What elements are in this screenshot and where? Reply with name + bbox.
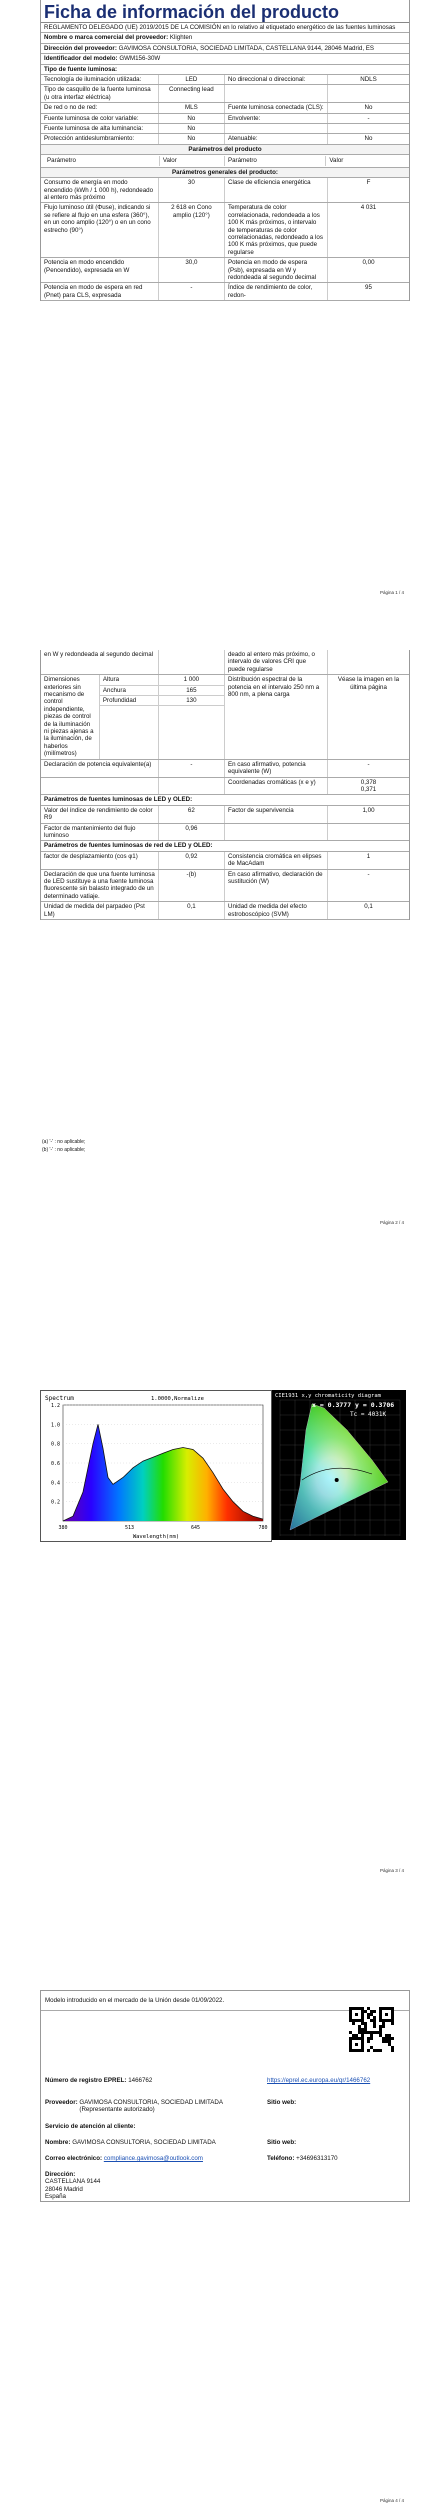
spectrum-y-tick: 0.4 — [50, 1480, 60, 1487]
general-cell: Potencia en modo encendido (Pencendido), expresada en W — [41, 258, 159, 282]
net-cell: 0,92 — [159, 852, 225, 869]
dimension-values — [159, 675, 225, 758]
type-cell: Atenuable: — [225, 134, 328, 143]
email-link[interactable]: compliance.gavimosa@outlook.com — [103, 2155, 203, 2162]
net-cell: Declaración de que una fuente luminosa de LED sustituye a una fuente luminosa fluorescente sin balasto integrado de un determinado vatiaje. — [41, 870, 159, 902]
general-cell: Consumo de energía en modo encendido (kWh / 1 000 h), redondeado al entero más próximo — [41, 178, 159, 202]
net-cell: En caso afirmativo, declaración de sustitución (W) — [225, 870, 328, 902]
general-cell: 0,00 — [362, 259, 375, 267]
led-cell — [328, 824, 409, 841]
general-cell: Índice de rendimiento de color, redon- — [225, 283, 328, 300]
continued-table — [41, 650, 409, 675]
spectrum-chart — [41, 1391, 271, 1541]
equivalence-table — [41, 760, 409, 796]
continued-cell: deado al entero más próximo, o intervalo de valores CRI que puede regularse — [225, 650, 328, 674]
type-row — [41, 75, 409, 85]
net-row — [41, 870, 409, 903]
intro-row: Modelo introducido en el mercado de la Unión desde 01/09/2022. — [41, 1991, 409, 2011]
general-cell: Temperatura de color correlacionada, redondeada a los 100 K más próximos, o intervalo de temperaturas de color correlacionadas, redondeado a los 100 K más próximos, que puede regularse — [225, 203, 328, 257]
qr-module — [391, 2049, 394, 2052]
type-cell: Envolvente: — [225, 114, 328, 123]
type-cell: Fuente luminosa de alta luminancia: — [41, 124, 159, 133]
equivalence-cell — [41, 778, 159, 795]
cie-tc: Tc = 4031K — [350, 1411, 387, 1418]
type-cell — [225, 85, 328, 102]
spectrum-x-tick: 780 — [258, 1525, 268, 1531]
net-cell: 0,1 — [159, 902, 225, 919]
general-cell: - — [159, 283, 225, 300]
cie-chart-frame — [272, 1390, 406, 1540]
led-cell: 1,00 — [362, 806, 375, 814]
type-cell: MLS — [159, 103, 225, 112]
type-row — [41, 134, 409, 144]
service-name-row: Nombre: GAVIMOSA CONSULTORIA, SOCIEDAD LIMITADA Sitio web: — [45, 2139, 297, 2146]
net-cell: factor de desplazamiento (cos φ1) — [41, 852, 159, 869]
param-columns: Parámetro Valor Parámetro Valor — [41, 155, 409, 167]
type-cell — [225, 124, 328, 133]
general-row — [41, 203, 409, 258]
general-cell: Potencia en modo de espera (Psb), expresada en W y redondeada al segundo decimal — [225, 258, 328, 282]
net-cell: - — [367, 870, 370, 878]
spectral-label: Distribución espectral de la potencia en el intervalo 250 nm a 800 nm, a plena carga — [225, 675, 328, 758]
type-cell: - — [367, 114, 370, 122]
net-header: Parámetros de fuentes luminosas de red de LED y OLED: — [41, 841, 409, 851]
net-cell: Consistencia cromática en elipses de MacAdam — [225, 852, 328, 869]
spectrum-y-ticks — [51, 1403, 60, 1506]
net-cell: Unidad de medida del parpadeo (Pst LM) — [41, 902, 159, 919]
contact-row: Correo electrónico: compliance.gavimosa@outlook.com Teléfono: +34696313170 — [45, 2155, 338, 2162]
type-cell: No — [364, 135, 373, 143]
equivalence-row — [41, 760, 409, 778]
dimension-name: Altura — [100, 675, 158, 685]
page-1 — [0, 0, 444, 610]
footnotes: (a) '-' : no aplicable; (b) '-' : no aplicable; — [42, 1139, 86, 1153]
equivalence-row — [41, 778, 409, 796]
general-row — [41, 283, 409, 301]
eprel-row: Número de registro EPREL: 1466762 https://eprel.ec.europa.eu/qr/1466762 — [45, 2077, 371, 2084]
cie-title: CIE1931 x,y chromaticity diagram — [275, 1393, 381, 1399]
led-cell: Factor de supervivencia — [225, 806, 328, 823]
service-address: Dirección: CASTELLANA 9144 28046 Madrid España — [45, 2171, 101, 2201]
general-row — [41, 258, 409, 283]
spectrum-y-tick: 0.6 — [50, 1461, 60, 1467]
spectrum-x-ticks — [58, 1525, 267, 1531]
qr-code-icon[interactable] — [349, 2007, 394, 2052]
page-number: Página 2 / 4 — [379, 1220, 404, 1225]
led-cell: 0,96 — [159, 824, 225, 841]
net-table — [41, 852, 409, 920]
page-4-sheet — [40, 1990, 410, 2202]
equivalence-cell: Coordenadas cromáticas (x e y) — [225, 778, 328, 795]
params-header: Parámetros del producto — [41, 145, 409, 155]
cie-point — [335, 1478, 339, 1482]
led-header: Parámetros de fuentes luminosas de LED y OLED: — [41, 795, 409, 805]
dimension-names — [100, 675, 159, 758]
cie-chart — [272, 1390, 406, 1540]
general-cell: Potencia en modo de espera en red (Pnet) para CLS, expresada — [41, 283, 159, 300]
type-cell — [328, 85, 409, 102]
type-row — [41, 85, 409, 103]
equivalence-cell: - — [159, 760, 225, 777]
dimension-value: 1 000 — [159, 675, 224, 685]
spectrum-chart-frame — [40, 1390, 272, 1542]
spectrum-title: Spectrum — [45, 1395, 74, 1402]
spectrum-x-tick: 513 — [124, 1525, 135, 1531]
page-1-sheet — [40, 0, 410, 301]
page-number: Página 1 / 4 — [379, 590, 404, 595]
equivalence-cell — [159, 778, 225, 795]
general-cell: 4 031 — [360, 204, 377, 212]
page-number: Página 4 / 4 — [379, 2498, 404, 2503]
address-row: Dirección del proveedor: GAVIMOSA CONSULTORIA, SOCIEDAD LIMITADA, CASTELLANA 9144, 28046 Madrid, ES — [41, 44, 409, 54]
cie-gamut-overlay — [290, 1404, 388, 1530]
dimension-value: 165 — [159, 686, 224, 696]
type-row — [41, 103, 409, 113]
spectrum-legend: 1.0000,Normalize — [151, 1396, 204, 1402]
type-cell: De red o no de red: — [41, 103, 159, 112]
net-cell: Unidad de medida del efecto estroboscópico (SVM) — [225, 902, 328, 919]
net-row — [41, 852, 409, 870]
led-row — [41, 806, 409, 824]
regulation-text: REGLAMENTO DELEGADO (UE) 2019/2015 DE LA COMISIÓN en lo relativo al etiquetado energético de las fuentes luminosas — [41, 23, 409, 33]
general-cell: F — [366, 179, 371, 187]
general-table — [41, 178, 409, 301]
led-cell — [225, 824, 328, 841]
continued-row — [41, 650, 409, 675]
type-cell: No — [159, 114, 225, 123]
spectrum-y-tick: 0.2 — [50, 1499, 60, 1506]
dimensions-label: Dimensiones exteriores sin mecanismo de control independiente, piezas de control de la iluminación ni piezas ajenas a la iluminación, de haberlos (milímetros) — [41, 675, 100, 758]
type-cell: NDLS — [360, 76, 377, 84]
general-cell: Clase de eficiencia energética — [225, 178, 328, 202]
spectrum-area — [63, 1424, 263, 1521]
provider-row: Proveedor: GAVIMOSA CONSULTORIA, SOCIEDAD LIMITADA (Representante autorizado) Sitio web: — [45, 2099, 297, 2114]
spectrum-y-tick: 0.8 — [50, 1441, 60, 1448]
dimension-name: Profundidad — [100, 696, 158, 706]
general-header: Parámetros generales del producto: — [41, 168, 409, 178]
general-cell: Flujo luminoso útil (Φuse), indicando si se refiere al flujo en una esfera (360°), en un cono amplio (120°) o en un cono estrecho (90°) — [41, 203, 159, 257]
dimension-value: 130 — [159, 696, 224, 706]
type-cell: Connecting lead — [159, 85, 225, 102]
spectrum-y-tick: 1.0 — [50, 1422, 60, 1429]
dimensions-row — [41, 675, 409, 759]
page-number: Página 3 / 4 — [379, 1868, 404, 1873]
dimension-name: Anchura — [100, 686, 158, 696]
model-row: Identificador del modelo: GWM156-30W — [41, 54, 409, 64]
general-cell: 30 — [159, 178, 225, 202]
type-cell: No — [159, 134, 225, 143]
net-cell: -(b) — [159, 870, 225, 902]
page-2 — [0, 650, 444, 1250]
type-cell: No — [159, 124, 225, 133]
type-cell: LED — [159, 75, 225, 84]
spectral-value: Véase la imagen en la última página — [337, 676, 400, 691]
equivalence-cell: - — [367, 760, 370, 768]
equivalence-cell: 0,378 0,371 — [360, 778, 377, 793]
page-3 — [0, 1300, 444, 1900]
continued-cell — [159, 650, 225, 674]
led-cell: Valor del índice de rendimiento de color R9 — [41, 806, 159, 823]
general-row — [41, 178, 409, 203]
type-cell: Fuente luminosa de color variable: — [41, 114, 159, 123]
spectrum-x-tick: 380 — [58, 1525, 68, 1531]
net-cell: 0,1 — [364, 903, 373, 911]
led-table — [41, 806, 409, 842]
supplier-name-row: Nombre o marca comercial del proveedor: Klighten — [41, 33, 409, 43]
type-cell: No direccional o direccional: — [225, 75, 328, 84]
led-cell: Factor de mantenimiento del flujo luminoso — [41, 824, 159, 841]
type-header: Tipo de fuente luminosa: — [41, 65, 409, 75]
page-2-sheet — [40, 650, 410, 920]
eprel-link[interactable]: https://eprel.ec.europa.eu/qr/1466762 — [267, 2077, 371, 2084]
spectrum-x-tick: 645 — [190, 1525, 201, 1531]
type-cell — [328, 124, 409, 133]
type-cell: Tecnología de iluminación utilizada: — [41, 75, 159, 84]
type-cell: Fuente luminosa conectada (CLS): — [225, 103, 328, 112]
equivalence-cell: Declaración de potencia equivalente(a) — [41, 760, 159, 777]
continued-cell — [328, 650, 409, 674]
cie-readout: x = 0.3777 y = 0.3706 — [312, 1401, 395, 1409]
type-table — [41, 75, 409, 145]
service-header: Servicio de atención al cliente: — [45, 2123, 136, 2130]
page-title: Ficha de información del producto — [41, 0, 409, 23]
page-4 — [0, 1950, 444, 2510]
led-cell: 62 — [159, 806, 225, 823]
continued-cell: en W y redondeada al segundo decimal — [41, 650, 159, 674]
type-cell: Tipo de casquillo de la fuente luminosa (u otra interfaz eléctrica) — [41, 85, 159, 102]
equivalence-cell: En caso afirmativo, potencia equivalente (W) — [225, 760, 328, 777]
spectrum-y-tick: 1.2 — [50, 1403, 60, 1409]
led-row — [41, 824, 409, 842]
general-cell: 30,0 — [159, 258, 225, 282]
type-row — [41, 114, 409, 124]
type-row — [41, 124, 409, 134]
type-cell: Protección antideslumbramiento: — [41, 134, 159, 143]
general-cell: 2 618 en Cono amplio (120°) — [159, 203, 225, 257]
type-cell: No — [364, 104, 373, 112]
net-row — [41, 902, 409, 920]
general-cell: 95 — [365, 284, 372, 292]
net-cell: 1 — [366, 852, 371, 860]
spectrum-xlabel: Wavelength(nm) — [132, 1534, 180, 1540]
